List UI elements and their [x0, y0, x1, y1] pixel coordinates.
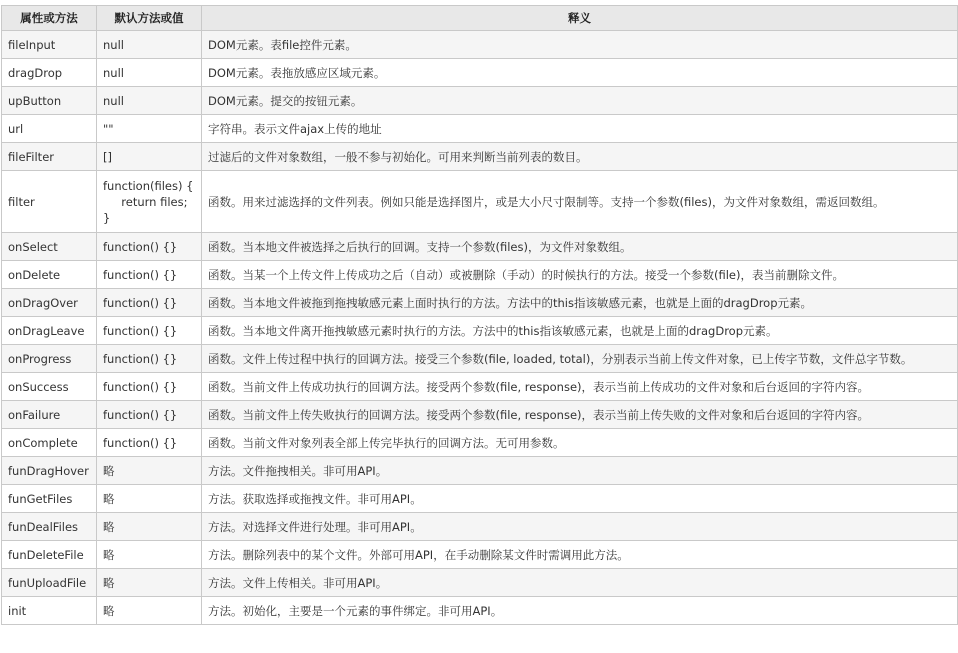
- cell-name: dragDrop: [2, 59, 97, 87]
- cell-default: null: [97, 87, 202, 115]
- cell-default: 略: [97, 569, 202, 597]
- cell-name: onDragLeave: [2, 317, 97, 345]
- cell-description: 函数。当前文件对象列表全部上传完毕执行的回调方法。无可用参数。: [202, 429, 958, 457]
- table-row: [2, 457, 958, 485]
- table-row: [2, 513, 958, 541]
- cell-default: 略: [97, 541, 202, 569]
- cell-description: 函数。当本地文件被选择之后执行的回调。支持一个参数(files)，为文件对象数组。: [202, 233, 958, 261]
- table-row: [2, 87, 958, 115]
- table-row: [2, 115, 958, 143]
- cell-name: onFailure: [2, 401, 97, 429]
- table-row: [2, 345, 958, 373]
- cell-description: 函数。当本地文件离开拖拽敏感元素时执行的方法。方法中的this指该敏感元素，也就是上面的dragDrop元素。: [202, 317, 958, 345]
- cell-description: 函数。当某一个上传文件上传成功之后（自动）或被删除（手动）的时候执行的方法。接受一个参数(file)，表当前删除文件。: [202, 261, 958, 289]
- cell-default: null: [97, 59, 202, 87]
- cell-name: funUploadFile: [2, 569, 97, 597]
- cell-description: DOM元素。表file控件元素。: [202, 31, 958, 59]
- cell-description: 方法。删除列表中的某个文件。外部可用API，在手动删除某文件时需调用此方法。: [202, 541, 958, 569]
- table-row: [2, 289, 958, 317]
- table-row: [2, 59, 958, 87]
- cell-default: 略: [97, 457, 202, 485]
- table-row: [2, 31, 958, 59]
- cell-default: []: [97, 143, 202, 171]
- cell-description: 方法。文件拖拽相关。非可用API。: [202, 457, 958, 485]
- cell-name: onSelect: [2, 233, 97, 261]
- cell-default: null: [97, 31, 202, 59]
- cell-name: onSuccess: [2, 373, 97, 401]
- table-body: [2, 31, 958, 625]
- cell-name: funGetFiles: [2, 485, 97, 513]
- table-row: [2, 485, 958, 513]
- cell-default: "": [97, 115, 202, 143]
- cell-name: funDeleteFile: [2, 541, 97, 569]
- cell-default: function() {}: [97, 429, 202, 457]
- cell-description: DOM元素。提交的按钮元素。: [202, 87, 958, 115]
- cell-description: DOM元素。表拖放感应区域元素。: [202, 59, 958, 87]
- cell-default: function() {}: [97, 317, 202, 345]
- api-reference-table: [1, 5, 958, 625]
- cell-description: 字符串。表示文件ajax上传的地址: [202, 115, 958, 143]
- table-row: [2, 373, 958, 401]
- header-name: 属性或方法: [2, 6, 97, 31]
- table-row: [2, 541, 958, 569]
- cell-description: 方法。对选择文件进行处理。非可用API。: [202, 513, 958, 541]
- cell-description: 函数。当前文件上传失败执行的回调方法。接受两个参数(file, response)，表示当前上传失败的文件对象和后台返回的字符内容。: [202, 401, 958, 429]
- cell-name: onDragOver: [2, 289, 97, 317]
- cell-default: function() {}: [97, 401, 202, 429]
- cell-default: function() {}: [97, 345, 202, 373]
- cell-description: 函数。文件上传过程中执行的回调方法。接受三个参数(file, loaded, total)，分别表示当前上传文件对象，已上传字节数，文件总字节数。: [202, 345, 958, 373]
- cell-name: fileInput: [2, 31, 97, 59]
- table-row: [2, 317, 958, 345]
- table-row: [2, 597, 958, 625]
- cell-name: fileFilter: [2, 143, 97, 171]
- cell-default: function() {}: [97, 289, 202, 317]
- cell-description: 方法。初始化，主要是一个元素的事件绑定。非可用API。: [202, 597, 958, 625]
- cell-name: filter: [2, 171, 97, 233]
- header-description: 释义: [202, 6, 958, 31]
- table-row: [2, 143, 958, 171]
- cell-name: url: [2, 115, 97, 143]
- cell-name: onComplete: [2, 429, 97, 457]
- cell-name: upButton: [2, 87, 97, 115]
- table-row: [2, 233, 958, 261]
- cell-default: function() {}: [97, 261, 202, 289]
- cell-default: function(files) { return files; }: [97, 171, 202, 233]
- table-row: [2, 429, 958, 457]
- table-row: [2, 171, 958, 233]
- cell-description: 函数。用来过滤选择的文件列表。例如只能是选择图片，或是大小尺寸限制等。支持一个参数(files)，为文件对象数组，需返回数组。: [202, 171, 958, 233]
- header-row: [2, 6, 958, 31]
- cell-default: function() {}: [97, 233, 202, 261]
- cell-name: onDelete: [2, 261, 97, 289]
- cell-name: funDealFiles: [2, 513, 97, 541]
- table-header: [2, 6, 958, 31]
- cell-default: 略: [97, 485, 202, 513]
- cell-default: function() {}: [97, 373, 202, 401]
- table-row: [2, 569, 958, 597]
- cell-description: 函数。当前文件上传成功执行的回调方法。接受两个参数(file, response)，表示当前上传成功的文件对象和后台返回的字符内容。: [202, 373, 958, 401]
- header-default: 默认方法或值: [97, 6, 202, 31]
- cell-name: init: [2, 597, 97, 625]
- cell-name: onProgress: [2, 345, 97, 373]
- cell-description: 函数。当本地文件被拖到拖拽敏感元素上面时执行的方法。方法中的this指该敏感元素，也就是上面的dragDrop元素。: [202, 289, 958, 317]
- cell-description: 方法。获取选择或拖拽文件。非可用API。: [202, 485, 958, 513]
- cell-description: 过滤后的文件对象数组，一般不参与初始化。可用来判断当前列表的数目。: [202, 143, 958, 171]
- cell-default: 略: [97, 513, 202, 541]
- cell-name: funDragHover: [2, 457, 97, 485]
- table-row: [2, 401, 958, 429]
- table-row: [2, 261, 958, 289]
- cell-default: 略: [97, 597, 202, 625]
- cell-description: 方法。文件上传相关。非可用API。: [202, 569, 958, 597]
